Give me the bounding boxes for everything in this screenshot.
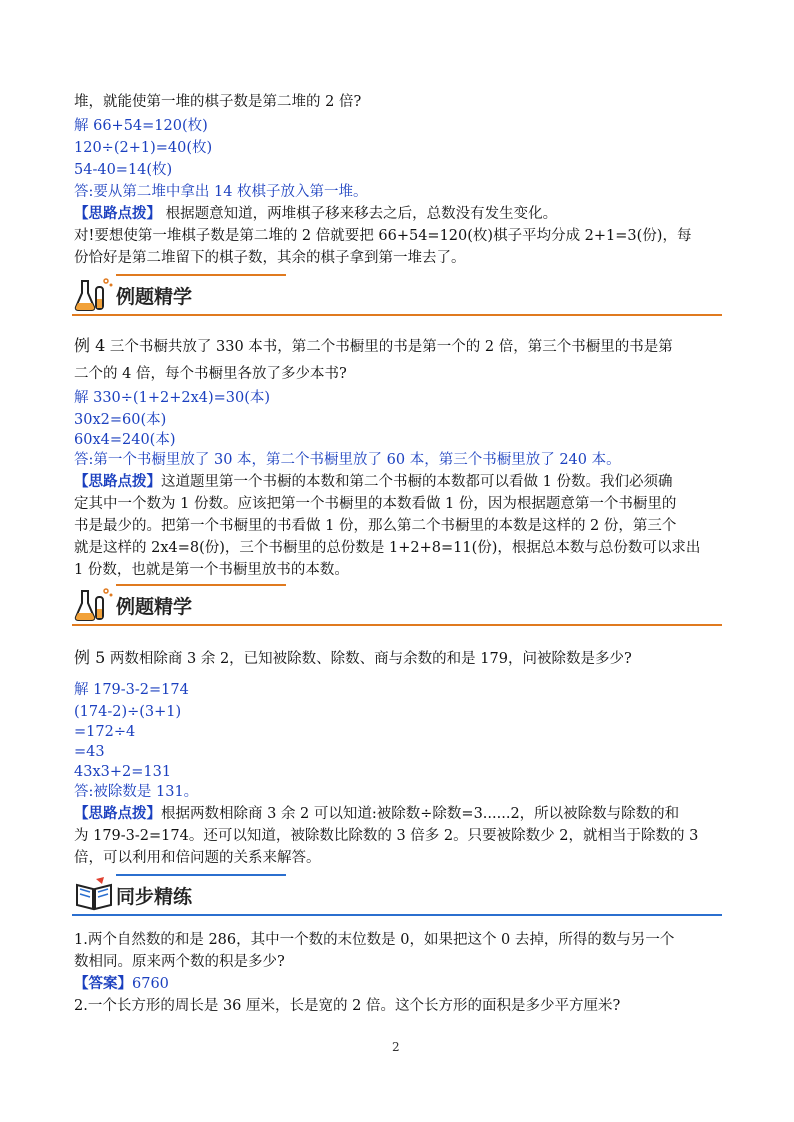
section-header-examples (72, 270, 722, 316)
tip-paragraph: 【思路点拨】 根据题意知道，两堆棋子移来移去之后，总数没有发生变化。 (74, 206, 558, 222)
section-header-examples (72, 580, 722, 626)
solution-line: 120÷(2+1)=40(枚) (74, 140, 213, 156)
example-label: 例 4 (74, 336, 106, 355)
tip-paragraph: 【思路点拨】这道题里第一个书橱的本数和第二个书橱的本数都可以看做 1 份数。我们必须确 (74, 474, 673, 490)
tip-line: 就是这样的 2x4=8(份)，三个书橱里的总份数是 1+2+8=11(份)，根据总本数与总份数可以求出 (74, 540, 701, 556)
solution-line: 60x4=240(本) (74, 432, 176, 448)
tip-line: 倍，可以利用和倍问题的关系来解答。 (74, 850, 321, 866)
solution-line: =43 (74, 744, 105, 760)
solution-line: 30x2=60(本) (74, 412, 167, 428)
tip-paragraph: 【思路点拨】根据两数相除商 3 余 2 可以知道:被除数÷除数=3......2，所以被除数与除数的和 (74, 806, 680, 822)
lab-flask-icon (74, 275, 114, 313)
example-5-question: 例 5 两数相除商 3 余 2，已知被除数、除数、商与余数的和是 179，问被除数是多少? (74, 648, 632, 667)
header-top-line (116, 584, 286, 586)
tip-line: 份恰好是第二堆留下的棋子数，其余的棋子拿到第一堆去了。 (74, 250, 466, 266)
example-label: 例 5 (74, 648, 106, 667)
example-4-question: 例 4 三个书橱共放了 330 本书，第二个书橱里的书是第一个的 2 倍，第三个书橱里的书是第 (74, 336, 673, 355)
section-header-practice (72, 870, 722, 916)
answer-row (74, 974, 169, 994)
answer-line: 答:第一个书橱里放了 30 本，第二个书橱里放了 60 本，第三个书橱里放了 240 本。 (74, 452, 621, 468)
solution-line: 43x3+2=131 (74, 764, 172, 780)
header-top-line (116, 874, 286, 876)
tip-line: 定其中一个数为 1 份数。应该把第一个书橱里的本数看做 1 份，因为根据题意第一个书橱里的 (74, 496, 677, 512)
tip-line: 为 179-3-2=174。还可以知道，被除数比除数的 3 倍多 2。只要被除数少 2，就相当于除数的 3 (74, 828, 699, 844)
section-title: 同步精练 (116, 886, 193, 908)
answer-line: 答:被除数是 131。 (74, 784, 199, 800)
tip-tag: 【思路点拨】 (74, 206, 161, 222)
header-top-line (116, 274, 286, 276)
solution-line: =172÷4 (74, 724, 136, 740)
answer-tag: 【答案】 (74, 976, 132, 992)
section-rule (72, 314, 722, 316)
section-rule (72, 914, 722, 916)
practice-question-2: 2.一个长方形的周长是 36 厘米，长是宽的 2 倍。这个长方形的面积是多少平方厘米? (74, 998, 621, 1014)
section-title: 例题精学 (116, 596, 193, 618)
answer-value: 6760 (132, 976, 169, 992)
solution-line: (174-2)÷(3+1) (74, 704, 182, 720)
tip-line: 对!要想使第一堆棋子数是第二堆的 2 倍就要把 66+54=120(枚)棋子平均分成 2+1=3(份)，每 (74, 228, 692, 244)
answer-line: 答:要从第二堆中拿出 14 枚棋子放入第一堆。 (74, 184, 368, 200)
question-tail: 堆，就能使第一堆的棋子数是第二堆的 2 倍? (74, 94, 362, 110)
solution-line: 解 179-3-2=174 (74, 682, 189, 698)
practice-question-1-line: 数相同。原来两个数的积是多少? (74, 954, 285, 970)
section-rule (72, 624, 722, 626)
solution-line: 解 330÷(1+2+2x4)=30(本) (74, 390, 271, 406)
practice-question-1: 1.两个自然数的和是 286，其中一个数的末位数是 0，如果把这个 0 去掉，所得的数与另一个 (74, 932, 675, 948)
lab-flask-icon (74, 585, 114, 623)
solution-line: 54-40=14(枚) (74, 162, 173, 178)
tip-line: 书是最少的。把第一个书橱里的书看做 1 份，那么第二个书橱里的本数是这样的 2 份，第三个 (74, 518, 677, 534)
solution-line: 解 66+54=120(枚) (74, 118, 208, 134)
section-title: 例题精学 (116, 286, 193, 308)
open-book-icon (74, 875, 114, 913)
page-number: 2 (392, 1040, 400, 1054)
example-4-question-line: 二个的 4 倍，每个书橱里各放了多少本书? (74, 366, 347, 382)
tip-tag: 【思路点拨】 (74, 806, 161, 822)
tip-line: 1 份数，也就是第一个书橱里放书的本数。 (74, 562, 349, 578)
tip-tag: 【思路点拨】 (74, 474, 161, 490)
